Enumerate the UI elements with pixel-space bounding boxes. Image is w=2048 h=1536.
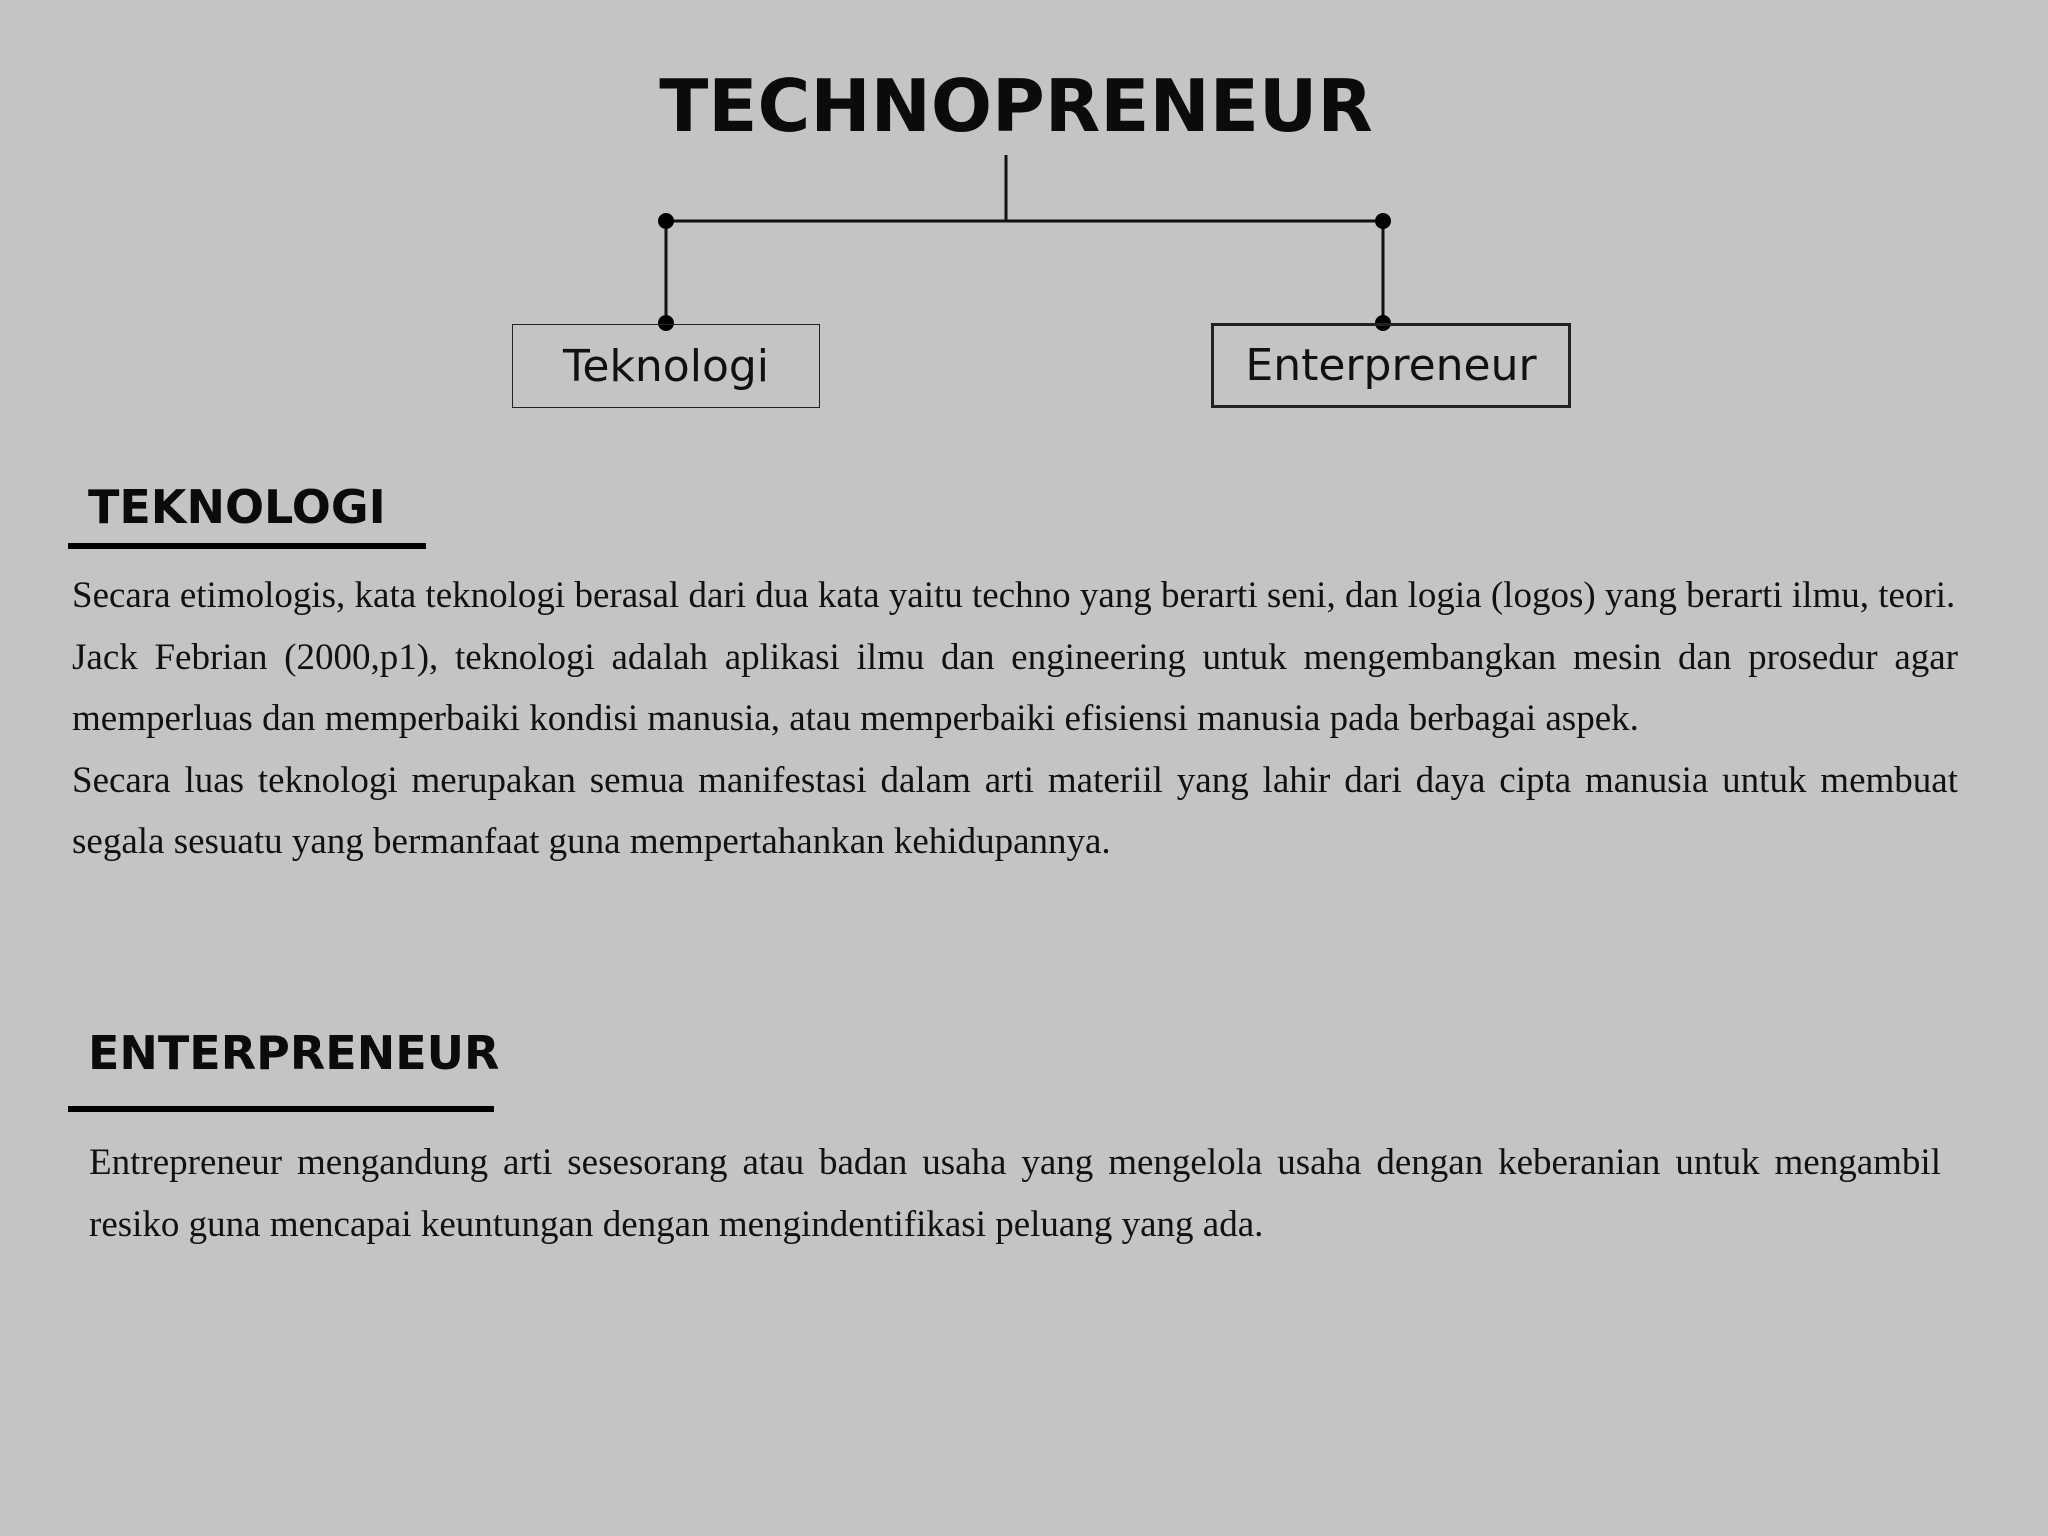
heading-enterpreneur: ENTERPRENEUR: [88, 1026, 500, 1080]
node-teknologi: [512, 324, 820, 408]
diagram-title: TECHNOPRENEUR: [659, 64, 1373, 148]
tree-connector: [0, 0, 2048, 420]
node-teknologi-label: Teknologi: [562, 340, 770, 392]
branch-dot-left: [658, 213, 674, 229]
enterpreneur-paragraph: Entrepreneur mengandung arti sesesorang atau badan usaha yang mengelola usaha dengan keberanian untuk mengambil resiko guna mencapai keuntungan dengan mengindentifikasi peluang yang ada.: [89, 1142, 1941, 1245]
enterpreneur-body: [89, 1132, 1941, 1255]
teknologi-paragraph: Secara luas teknologi merupakan semua manifestasi dalam arti materiil yang lahir dari daya cipta manusia untuk membuat segala sesuatu yang bermanfaat guna mempertahankan kehidupannya.: [72, 759, 1958, 862]
node-enterpreneur-label: Enterpreneur: [1245, 340, 1537, 391]
node-enterpreneur: [1211, 323, 1571, 408]
branch-dot-right: [1375, 213, 1391, 229]
teknologi-paragraph: Secara etimologis, kata teknologi berasal dari dua kata yaitu techno yang berarti seni, dan logia (logos) yang berarti ilmu, teori.: [72, 575, 1956, 616]
heading-enterpreneur-underline: [68, 1106, 494, 1112]
heading-teknologi-underline: [68, 543, 426, 549]
teknologi-body: [72, 565, 1958, 873]
teknologi-paragraph: Jack Febrian (2000,p1), teknologi adalah aplikasi ilmu dan engineering untuk mengembangkan mesin dan prosedur agar memperluas dan memperbaiki kondisi manusia, atau memperbaiki efisiensi manusia pada berbagai aspek.: [72, 636, 1958, 739]
heading-teknologi: TEKNOLOGI: [88, 480, 386, 534]
